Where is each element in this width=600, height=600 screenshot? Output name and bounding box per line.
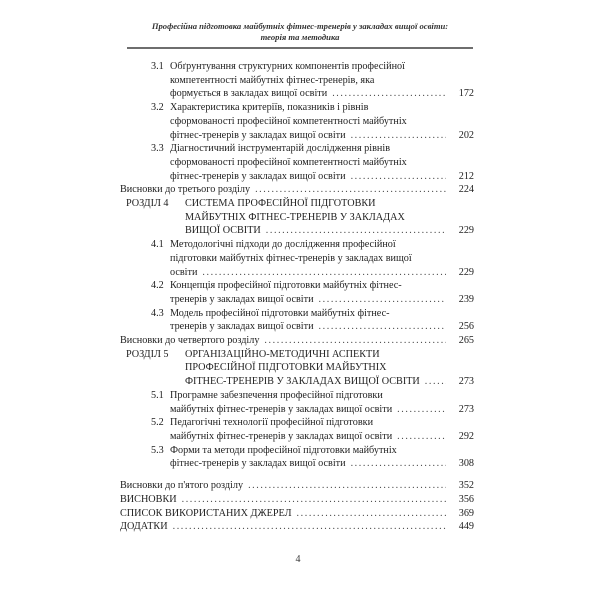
- entry-text: Форми та методи професійної підготовки майбутніх: [170, 444, 397, 456]
- dot-leader: [332, 87, 446, 101]
- entry-text: ФІТНЕС-ТРЕНЕРІВ У ЗАКЛАДАХ ВИЩОЇ ОСВІТИ: [185, 376, 420, 388]
- toc-entry: [120, 416, 474, 443]
- section-number: 4.2: [151, 280, 164, 292]
- toc-entry-line: [120, 170, 474, 184]
- chapter-number: РОЗДІЛ 5: [126, 348, 169, 360]
- entry-text: СИСТЕМА ПРОФЕСІЙНОЇ ПІДГОТОВКИ: [185, 198, 376, 210]
- toc-entry-line: [120, 224, 474, 238]
- toc-entry-line: [120, 142, 474, 156]
- toc-entry-line: [120, 320, 474, 334]
- entry-page-number: 202: [458, 129, 474, 141]
- entry-text: Висновки до четвертого розділу: [120, 335, 260, 347]
- toc-entry: [120, 183, 474, 197]
- entry-page-number: 356: [458, 493, 474, 505]
- section-number: 3.3: [151, 143, 164, 155]
- entry-text: майбутніх фітнес-тренерів у закладах вищої освіти: [170, 403, 393, 415]
- entry-page-number: 256: [458, 321, 474, 333]
- section-number: 5.3: [151, 444, 164, 456]
- dot-leader: [202, 266, 446, 280]
- entry-text: ПРОФЕСІЙНОЇ ПІДГОТОВКИ МАЙБУТНІХ: [185, 362, 387, 374]
- toc-entry: [120, 348, 474, 389]
- section-number: 5.2: [151, 417, 164, 429]
- toc-entry-line: [120, 129, 474, 143]
- toc-entry: [120, 389, 474, 416]
- dot-leader: [351, 129, 446, 143]
- entry-text: тренерів у закладах вищої освіти: [170, 293, 314, 305]
- entry-page-number: 292: [458, 430, 474, 442]
- toc-entry: [120, 507, 474, 521]
- toc-entry-line: [120, 444, 474, 458]
- section-number: 5.1: [151, 389, 164, 401]
- toc-entry-line: [120, 334, 474, 348]
- toc-entry-line: [120, 115, 474, 129]
- entry-text: підготовки майбутніх фітнес-тренерів у закладах вищої: [170, 252, 412, 264]
- toc-entry-line: [120, 156, 474, 170]
- toc-entry-line: [120, 238, 474, 252]
- entry-text: Висновки до третього розділу: [120, 184, 251, 196]
- entry-page-number: 229: [458, 225, 474, 237]
- entry-text: Діагностичний інструментарій дослідження рівнів: [170, 143, 391, 155]
- entry-text: Обґрунтування структурних компонентів професійної: [170, 61, 405, 72]
- toc-entry-line: [120, 60, 474, 74]
- toc-entry-line: [120, 375, 474, 389]
- dot-leader: [397, 403, 446, 417]
- toc-entry-line: [120, 266, 474, 280]
- toc-entry: [120, 60, 474, 101]
- toc-entry-line: [120, 252, 474, 266]
- entry-text: фітнес-тренерів у закладах вищої освіти: [170, 170, 346, 182]
- section-number: 4.3: [151, 307, 164, 319]
- entry-page-number: 273: [458, 376, 474, 388]
- running-header: [127, 21, 473, 43]
- toc-entry: [120, 479, 474, 493]
- toc-entry-line: [120, 457, 474, 471]
- entry-text: Висновки до п'ятого розділу: [120, 480, 244, 492]
- dot-leader: [173, 520, 446, 534]
- entry-text: МАЙБУТНІХ ФІТНЕС-ТРЕНЕРІВ У ЗАКЛАДАХ: [185, 211, 405, 223]
- toc-entry: [120, 142, 474, 183]
- chapter-number: РОЗДІЛ 4: [126, 198, 169, 210]
- entry-text: ВИЩОЇ ОСВІТИ: [185, 225, 261, 237]
- entry-text: Концепція професійної підготовки майбутніх фітнес-: [170, 280, 402, 292]
- toc-entry: [120, 334, 474, 348]
- dot-leader: [266, 224, 446, 238]
- toc-entry-line: [120, 507, 474, 521]
- toc-entry-line: [120, 197, 474, 211]
- toc-entry: [120, 493, 474, 507]
- toc-entry-line: [120, 307, 474, 321]
- entry-text: майбутніх фітнес-тренерів у закладах вищої освіти: [170, 430, 393, 442]
- entry-text: Характеристика критеріїв, показників і рівнів: [170, 102, 369, 114]
- dot-leader: [319, 293, 446, 307]
- entry-page-number: 369: [458, 507, 474, 519]
- entry-text: ВИСНОВКИ: [120, 493, 177, 505]
- toc-entry-line: [120, 493, 474, 507]
- entry-page-number: 239: [458, 293, 474, 305]
- entry-text: формується в закладах вищої освіти: [170, 88, 328, 100]
- entry-text: освіти: [170, 266, 198, 278]
- entry-text: сформованості професійної компетентності майбутніх: [170, 156, 407, 168]
- section-number: 4.1: [151, 239, 164, 251]
- toc-entry-line: [120, 87, 474, 101]
- toc-entry-line: [120, 183, 474, 197]
- section-number: 3.2: [151, 102, 164, 114]
- dot-leader: [319, 320, 446, 334]
- entry-text: Методологічні підходи до дослідження професійної: [170, 239, 396, 251]
- dot-leader: [248, 479, 446, 493]
- entry-page-number: 273: [458, 403, 474, 415]
- toc-entry-line: [120, 430, 474, 444]
- toc-entry-line: [120, 101, 474, 115]
- toc-entry-line: [120, 520, 474, 534]
- header-rule: [127, 47, 473, 49]
- entry-text: Модель професійної підготовки майбутніх фітнес-: [170, 307, 390, 319]
- toc-entry: [120, 279, 474, 306]
- dot-leader: [297, 507, 446, 521]
- entry-text: сформованості професійної компетентності майбутніх: [170, 115, 407, 127]
- entry-page-number: 449: [458, 521, 474, 533]
- dot-leader: [351, 170, 446, 184]
- dot-leader: [182, 493, 446, 507]
- toc-entry-line: [120, 348, 474, 362]
- toc-entry: [120, 238, 474, 279]
- toc-entry: [120, 307, 474, 334]
- entry-page-number: 229: [458, 266, 474, 278]
- dot-leader: [255, 183, 446, 197]
- toc-entry-line: [120, 403, 474, 417]
- entry-page-number: 212: [458, 170, 474, 182]
- running-header-line2: теорія та методика: [260, 32, 340, 42]
- entry-page-number: 265: [458, 335, 474, 347]
- dot-leader: [425, 375, 446, 389]
- toc-entry-line: [120, 279, 474, 293]
- entry-page-number: 172: [458, 88, 474, 100]
- entry-text: фітнес-тренерів у закладах вищої освіти: [170, 129, 346, 141]
- section-number: 3.1: [151, 61, 164, 72]
- dot-leader: [264, 334, 446, 348]
- toc-entry: [120, 444, 474, 471]
- entry-text: СПИСОК ВИКОРИСТАНИХ ДЖЕРЕЛ: [120, 507, 292, 519]
- toc-entry-line: [120, 361, 474, 375]
- entry-text: Педагогічні технології професійної підготовки: [170, 417, 374, 429]
- entry-text: компетентності майбутніх фітнес-тренерів, яка: [170, 74, 375, 86]
- toc-entry: [120, 197, 474, 238]
- toc-entry-line: [120, 416, 474, 430]
- entry-text: тренерів у закладах вищої освіти: [170, 321, 314, 333]
- dot-leader: [351, 457, 446, 471]
- entry-page-number: 308: [458, 458, 474, 470]
- toc-list: [120, 60, 474, 534]
- running-header-line1: Професійна підготовка майбутніх фітнес-тренерів у закладах вищої освіти:: [151, 21, 449, 31]
- toc-entry-line: [120, 211, 474, 225]
- toc-entry-line: [120, 479, 474, 493]
- entry-page-number: 352: [458, 480, 474, 492]
- toc-entry-line: [120, 389, 474, 403]
- toc-entry: [120, 520, 474, 534]
- entry-text: ОРГАНІЗАЦІЙНО-МЕТОДИЧНІ АСПЕКТИ: [185, 348, 380, 360]
- entry-text: фітнес-тренерів у закладах вищої освіти: [170, 458, 346, 470]
- entry-text: ДОДАТКИ: [120, 521, 168, 533]
- page-number: 4: [295, 554, 301, 565]
- toc-entry: [120, 101, 474, 142]
- dot-leader: [397, 430, 446, 444]
- toc-entry-line: [120, 74, 474, 88]
- toc-entry-line: [120, 293, 474, 307]
- entry-page-number: 224: [458, 184, 474, 196]
- entry-text: Програмне забезпечення професійної підготовки: [170, 389, 383, 401]
